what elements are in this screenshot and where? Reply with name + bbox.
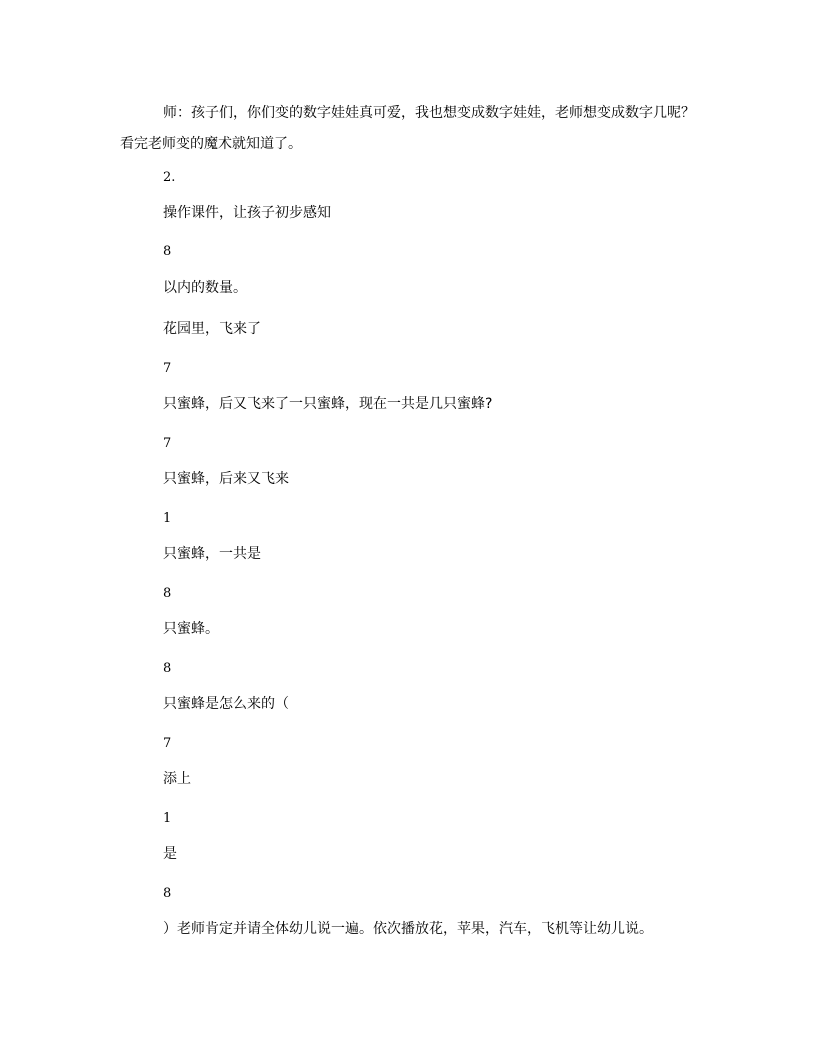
number-line: 1 [163, 511, 172, 526]
number-line: 8 [163, 586, 172, 601]
text-line: 以内的数量。 [163, 280, 247, 296]
number-line: 7 [163, 436, 172, 451]
number-line: 7 [163, 736, 172, 751]
number-line: 8 [163, 886, 172, 901]
text-line: 花园里，飞来了 [163, 321, 261, 337]
text-line: 操作课件，让孩子初步感知 [163, 205, 331, 221]
text-line: ）老师肯定并请全体幼儿说一遍。依次播放花，苹果，汽车，飞机等让幼儿说。 [163, 921, 653, 937]
intro-paragraph: 师：孩子们，你们变的数字娃娃真可爱，我也想变成数字娃娃，老师想变成数字几呢？看完老师变的魔术就知道了。 [120, 105, 695, 152]
text-line: 只蜜蜂，一共是 [163, 546, 261, 562]
text-line: 只蜜蜂。 [163, 621, 219, 637]
number-line: 8 [163, 661, 172, 676]
text-line: 只蜜蜂，后来又飞来 [163, 471, 289, 487]
text-line: 只蜜蜂，后又飞来了一只蜜蜂，现在一共是几只蜜蜂? [163, 396, 493, 412]
step-number: 2. [163, 170, 176, 185]
number-line: 1 [163, 811, 172, 826]
text-line: 添上 [163, 771, 191, 787]
number-line: 8 [163, 244, 172, 259]
number-line: 7 [163, 361, 172, 376]
text-line: 是 [163, 846, 177, 862]
text-line: 只蜜蜂是怎么来的（ [163, 696, 289, 712]
